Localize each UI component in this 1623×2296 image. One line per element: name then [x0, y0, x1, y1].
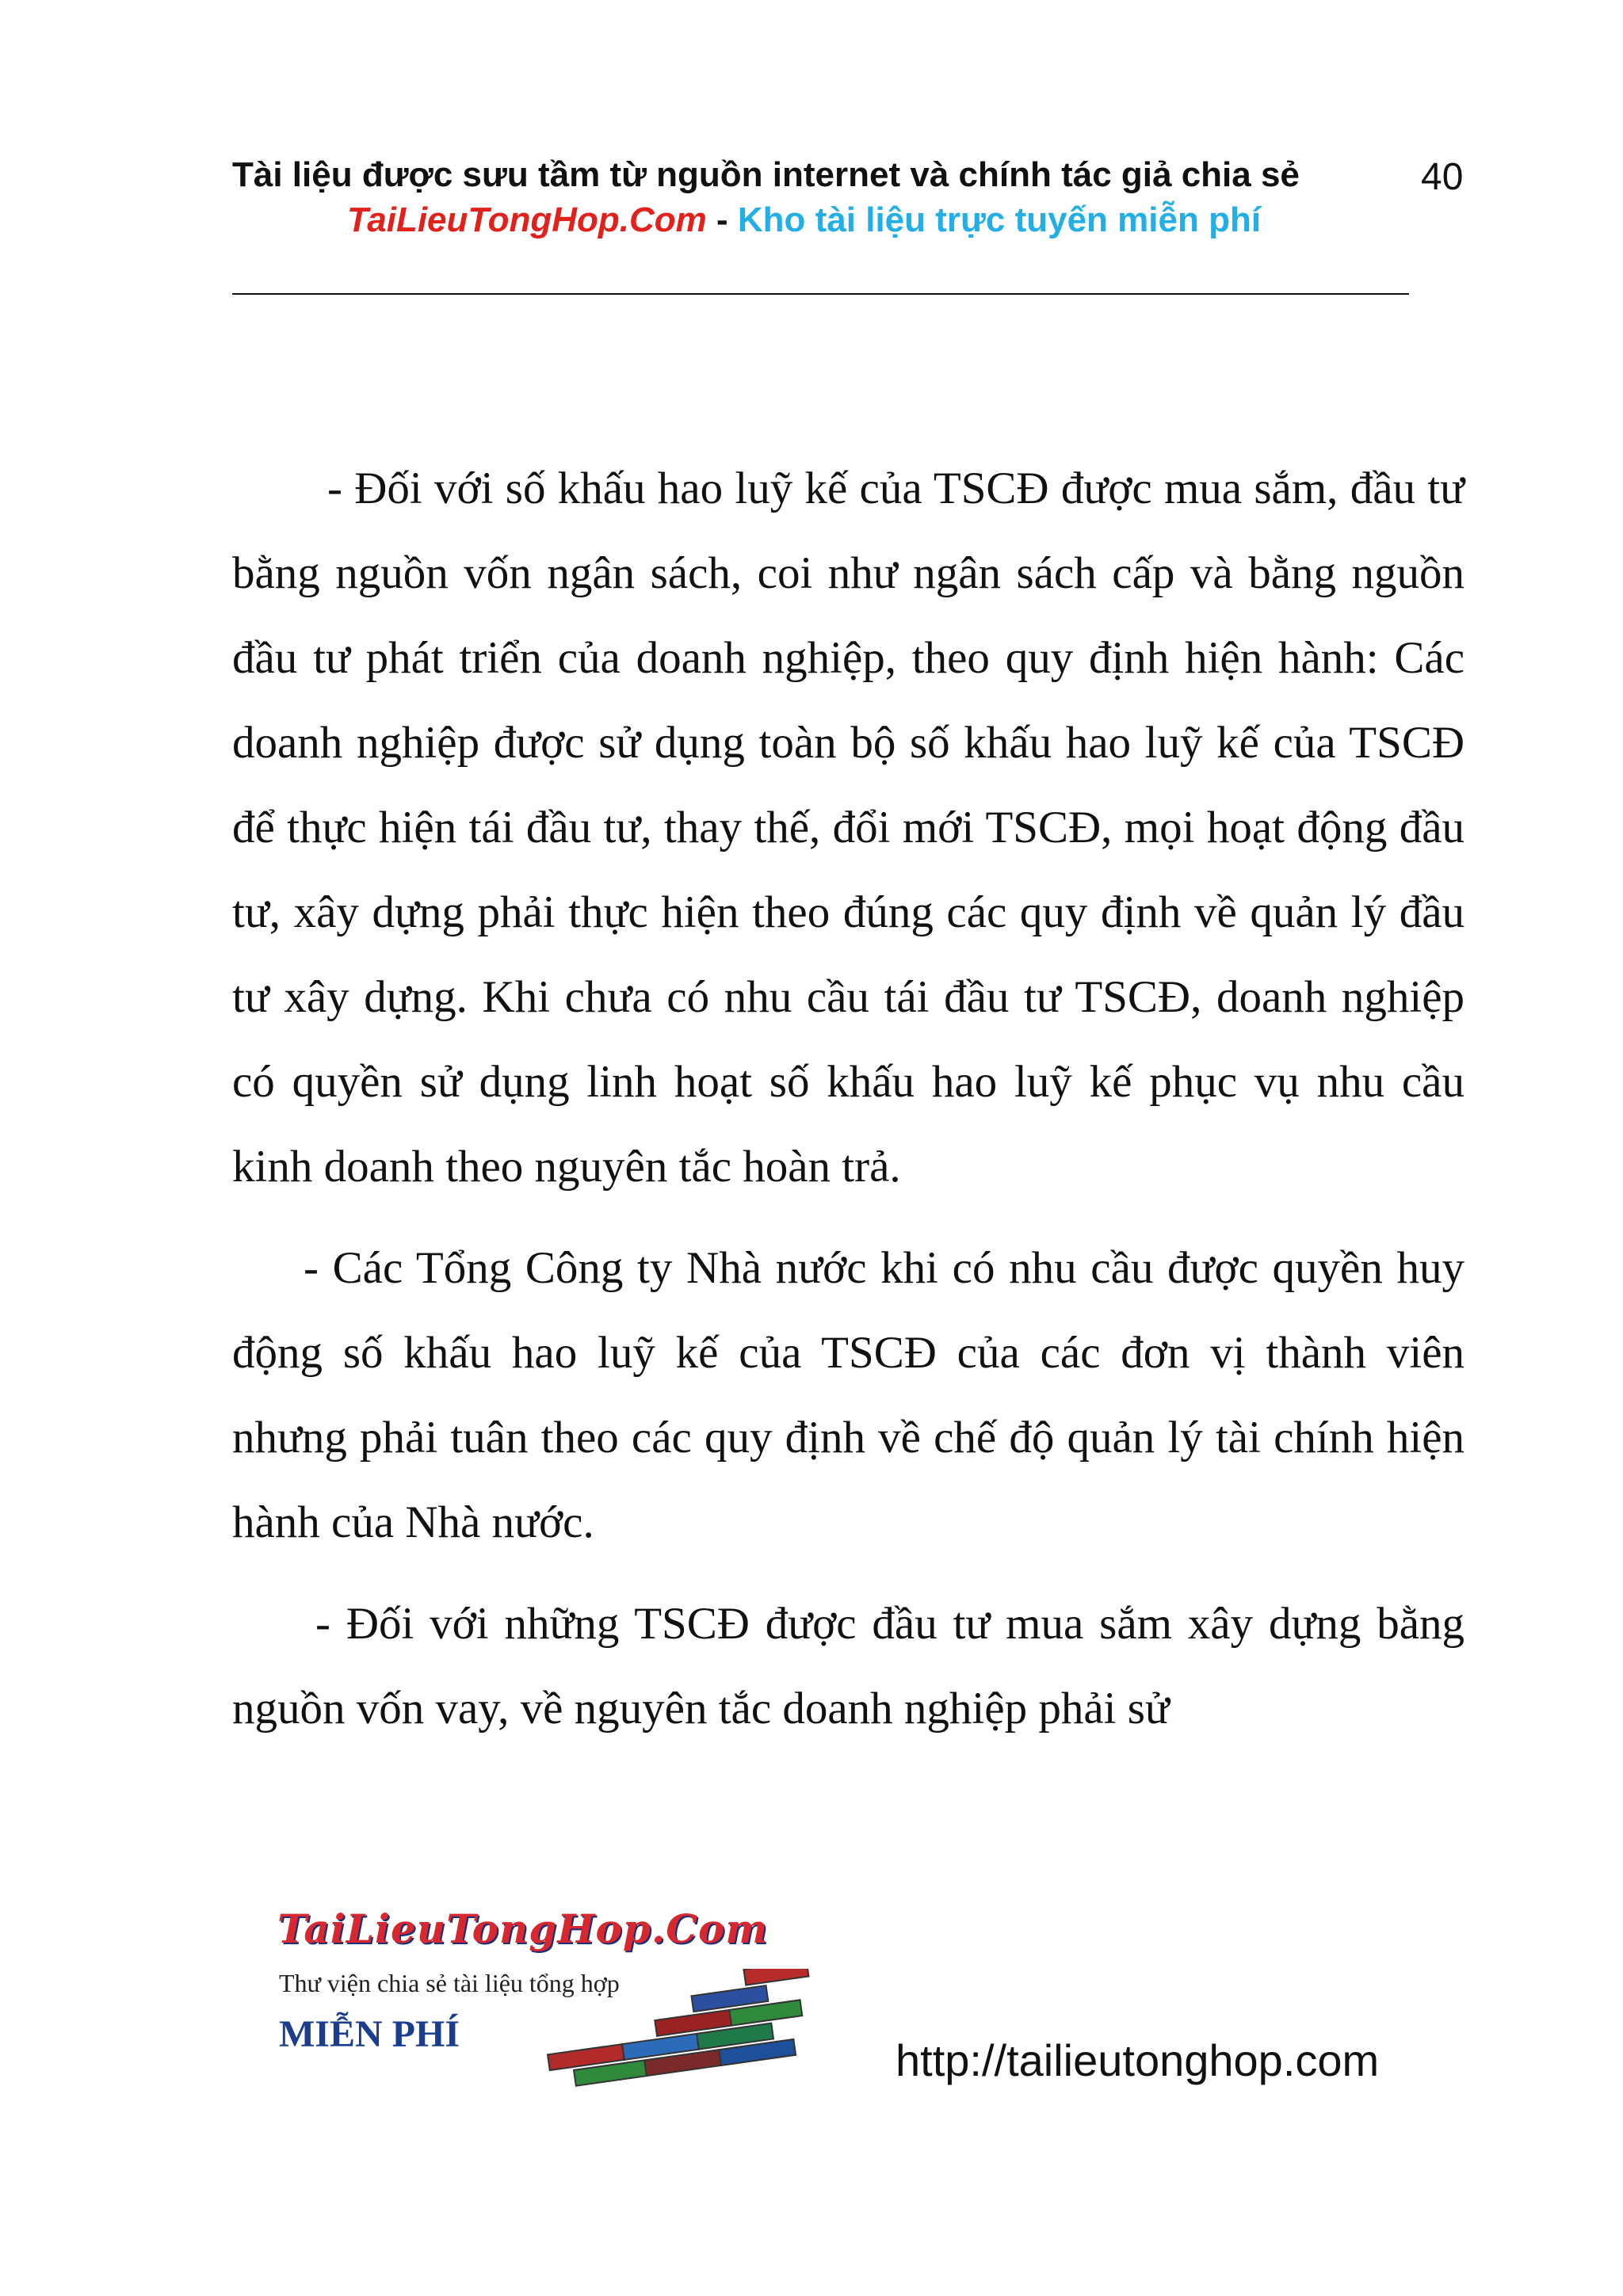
brand-link[interactable]: TaiLieuTongHop.Com	[347, 200, 707, 239]
footer-url-link[interactable]: http://tailieutonghop.com	[896, 2035, 1380, 2085]
logo-free-label: MIỄN PHÍ	[279, 2013, 460, 2055]
paragraph: - Các Tổng Công ty Nhà nước khi có nhu cầu được quyền huy động số khấu hao luỹ kế của TSCĐ của các đơn vị thành viên nhưng phải tuân theo các quy định về chế độ quản lý tài chính hiện hành của Nhà nước.	[232, 1243, 1465, 1547]
document-body	[232, 446, 1465, 1768]
page-number: 40	[1421, 156, 1464, 198]
logo-title: TaiLieuTongHop.Com	[277, 1905, 769, 1952]
paragraph: - Đối với những TSCĐ được đầu tư mua sắm xây dựng bằng nguồn vốn vay, về nguyên tắc doanh nghiệp phải sử	[232, 1599, 1465, 1733]
header-tagline: Kho tài liệu trực tuyến miễn phí	[737, 200, 1262, 239]
header-divider	[232, 293, 1409, 295]
books-icon	[515, 1969, 848, 2096]
header-separator: -	[706, 200, 738, 239]
header-subtitle	[347, 200, 1261, 240]
footer-logo	[277, 1905, 880, 2096]
header-title: Tài liệu được sưu tầm từ nguồn internet và chính tác giả chia sẻ	[232, 155, 1300, 194]
paragraph: - Đối với số khấu hao luỹ kế của TSCĐ được mua sắm, đầu tư bằng nguồn vốn ngân sách, coi như ngân sách cấp và bằng nguồn đầu tư phát triển của doanh nghiệp, theo quy định hiện hành: Các doanh nghiệp được sử dụng toàn bộ số khấu hao luỹ kế của TSCĐ để thực hiện tái đầu tư, thay thế, đổi mới TSCĐ, mọi hoạt động đầu tư, xây dựng phải thực hiện theo đúng các quy định về quản lý đầu tư xây dựng. Khi chưa có nhu cầu tái đầu tư TSCĐ, doanh nghiệp có quyền sử dụng linh hoạt số khấu hao luỹ kế phục vụ nhu cầu kinh doanh theo nguyên tắc hoàn trả.	[232, 463, 1465, 1192]
logo-subtitle: Thư viện chia sẻ tài liệu tổng hợp	[279, 1969, 620, 1997]
